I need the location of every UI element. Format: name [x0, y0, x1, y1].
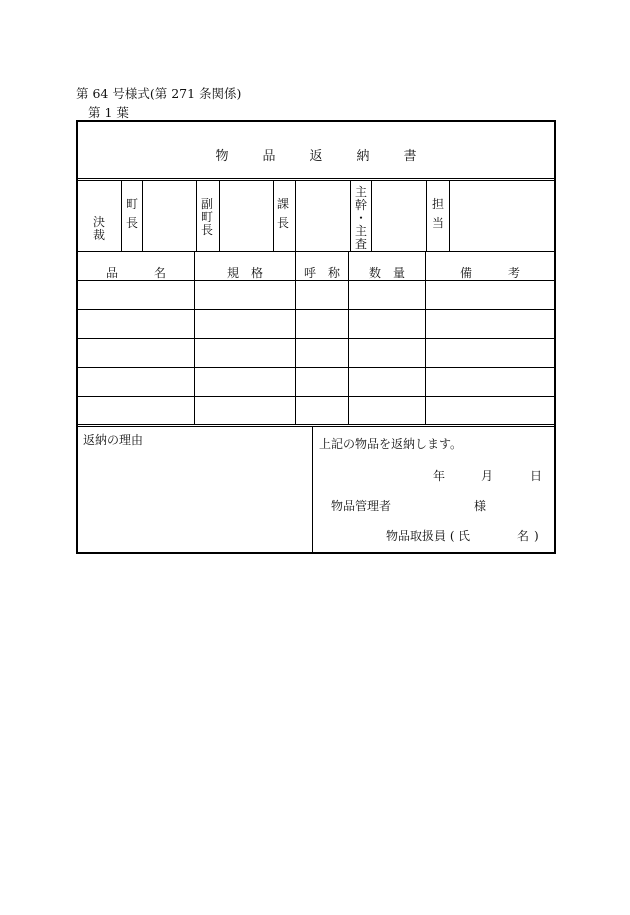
deputy-town-manager-label: 副 町 長	[200, 197, 213, 237]
handler-name-shi: 氏	[458, 529, 471, 543]
approval-vline	[449, 180, 450, 251]
town-manager-label: 町 長	[125, 197, 138, 230]
reason-label: 返納の理由	[83, 433, 144, 447]
approval-vline	[219, 180, 220, 251]
manager-label: 物品管理者	[331, 499, 392, 513]
person-in-charge-label: 担 当	[431, 197, 444, 230]
approval-vline	[121, 180, 122, 251]
column-header-quantity: 数 量	[368, 266, 405, 280]
handler-close: )	[534, 529, 539, 543]
chief-officer-label: 主 幹 ・ 主 査	[354, 185, 367, 251]
approval-vline	[371, 180, 372, 251]
return-form	[76, 120, 556, 554]
approval-vline	[142, 180, 143, 251]
column-header-item-name: 品 名	[105, 266, 166, 280]
declaration-text: 上記の物品を返納します。	[319, 437, 463, 451]
column-header-unit: 呼 称	[303, 266, 340, 280]
bottom-vline	[312, 426, 313, 554]
row-divider-3	[78, 367, 554, 368]
approval-vline	[350, 180, 351, 251]
honorific: 様	[474, 499, 487, 513]
approval-vline	[295, 180, 296, 251]
page-label: 第 1 葉	[88, 105, 129, 120]
row-divider-5	[78, 424, 554, 425]
title-divider-1	[78, 178, 554, 179]
row-divider-5b	[78, 426, 554, 427]
column-header-specification: 規 格	[226, 266, 263, 280]
date-year: 年	[433, 469, 446, 483]
title-divider-2	[78, 180, 554, 181]
decision-label: 決 裁	[92, 215, 105, 242]
handler-label: 物品取扱員 (	[386, 529, 455, 543]
section-chief-label: 課 長	[276, 197, 289, 230]
approval-vline	[426, 180, 427, 251]
approval-vline	[196, 180, 197, 251]
form-title: 物品返納書	[215, 149, 451, 164]
approval-vline	[273, 180, 274, 251]
column-header-remarks: 備 考	[459, 266, 520, 280]
handler-name-mei: 名	[517, 529, 530, 543]
approval-divider	[78, 251, 554, 252]
row-divider-1	[78, 309, 554, 310]
row-divider-4	[78, 396, 554, 397]
date-day: 日	[530, 469, 543, 483]
date-month: 月	[481, 469, 494, 483]
form-number: 第 64 号様式(第 271 条関係)	[76, 86, 242, 101]
row-divider-2	[78, 338, 554, 339]
